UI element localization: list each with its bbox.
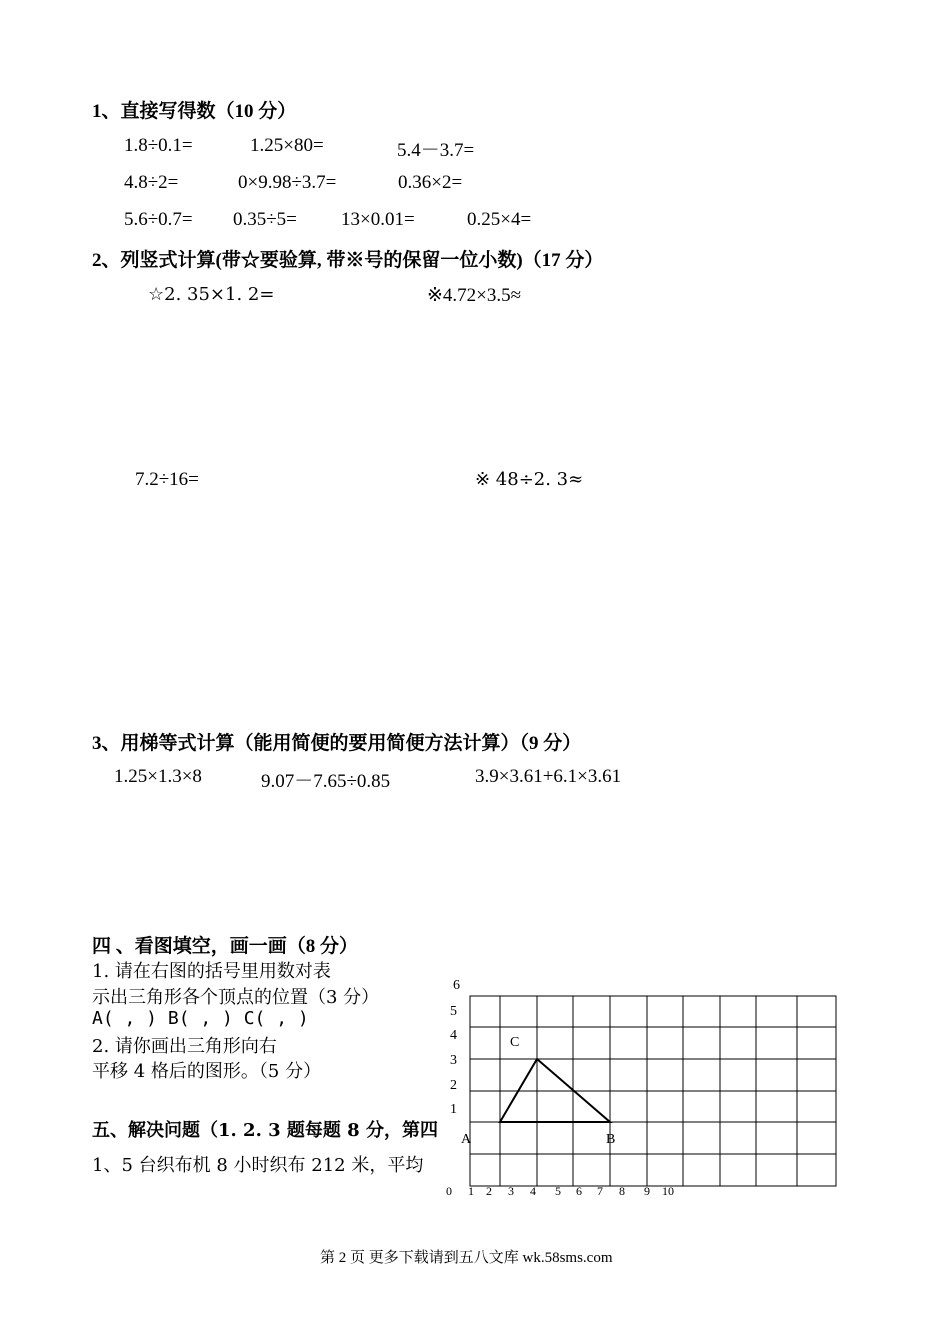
section4-line-2: 示出三角形各个顶点的位置（3 分） — [92, 987, 380, 1008]
calc-3-4: 0.25×4= — [467, 209, 532, 230]
section1-title: 1、直接写得数（10 分） — [92, 101, 297, 122]
step-calc-2: 9.07－7.65÷0.85 — [261, 771, 391, 792]
y-label-4: 4 — [450, 1028, 457, 1043]
section4-line-1: 1. 请在右图的括号里用数对表 — [92, 961, 331, 982]
x-label-1: 1 — [468, 1184, 474, 1198]
calc-1-1: 1.8÷0.1= — [124, 135, 193, 156]
calc-2-1: 4.8÷2= — [124, 172, 179, 193]
section5-q1: 1、5 台织布机 8 小时织布 212 米，平均 — [92, 1155, 424, 1176]
calc-3-3: 13×0.01= — [341, 209, 415, 230]
vertical-calc-1: ☆2. 35×1. 2= — [148, 284, 275, 305]
vertex-label-c: C — [510, 1035, 520, 1050]
x-label-3: 3 — [508, 1184, 514, 1198]
section2-title: 2、列竖式计算(带☆要验算, 带※号的保留一位小数)（17 分） — [92, 250, 604, 271]
section4-line-5: 平移 4 格后的图形。（5 分） — [92, 1061, 322, 1082]
y-label-2: 2 — [450, 1078, 457, 1093]
calc-3-2: 0.35÷5= — [233, 209, 297, 230]
x-label-6: 6 — [576, 1184, 582, 1198]
y-label-5: 5 — [450, 1004, 457, 1019]
step-calc-1: 1.25×1.3×8 — [114, 766, 202, 787]
section4-line-3: A( , ) B( , ) C( , ) — [92, 1008, 309, 1029]
vertical-calc-2: ※4.72×3.5≈ — [427, 285, 522, 306]
section3-title: 3、用梯等式计算（能用简便的要用简便方法计算）（9 分） — [92, 733, 582, 754]
x-label-8: 8 — [619, 1184, 625, 1198]
coordinate-grid — [440, 975, 850, 1200]
x-label-9: 9 — [644, 1184, 650, 1198]
y-label-6: 6 — [453, 978, 460, 993]
calc-1-3: 5.4－3.7= — [397, 140, 475, 161]
x-label-10: 10 — [662, 1184, 674, 1198]
x-label-2: 2 — [486, 1184, 492, 1198]
vertex-label-a: A — [461, 1132, 472, 1147]
x-label-5: 5 — [555, 1184, 561, 1198]
vertical-calc-3: 7.2÷16= — [135, 469, 199, 490]
y-label-1: 1 — [450, 1102, 457, 1117]
step-calc-3: 3.9×3.61+6.1×3.61 — [475, 766, 622, 787]
section5-title: 五、解决问题（1. 2. 3 题每题 8 分，第四 — [92, 1120, 438, 1141]
section4-title: 四 、看图填空，画一画（8 分） — [92, 936, 359, 957]
vertical-calc-4: ※ 48÷2. 3≈ — [475, 469, 584, 490]
y-label-3: 3 — [450, 1053, 457, 1068]
calc-3-1: 5.6÷0.7= — [124, 209, 193, 230]
calc-2-2: 0×9.98÷3.7= — [238, 172, 337, 193]
x-label-0: 0 — [446, 1184, 452, 1198]
x-label-4: 4 — [530, 1184, 536, 1198]
x-label-7: 7 — [597, 1184, 603, 1198]
vertex-label-b: B — [606, 1132, 616, 1147]
calc-2-3: 0.36×2= — [398, 172, 463, 193]
page-footer: 第 2 页 更多下载请到五八文库 wk.58sms.com — [320, 1250, 613, 1266]
section4-line-4: 2. 请你画出三角形向右 — [92, 1036, 277, 1057]
calc-1-2: 1.25×80= — [250, 135, 324, 156]
